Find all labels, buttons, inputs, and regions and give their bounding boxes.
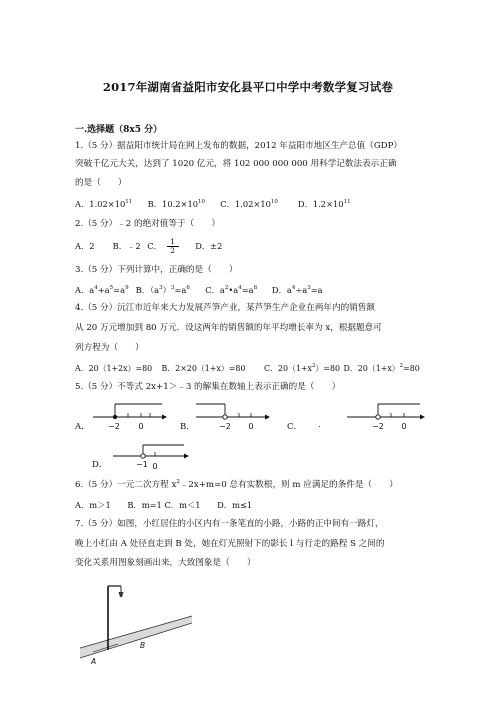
q1-option-b: B．$10.2\times 10^{10}$ [147, 199, 206, 209]
q3-line1: 3.（5 分）下列计算中，正确的是（ ） [75, 265, 238, 275]
q5-label-d: D． [92, 460, 108, 470]
q2-options [75, 238, 222, 255]
axis-arrow [162, 415, 167, 420]
q4-option-b: B．2×20（1+x）=80 [161, 364, 246, 373]
solid-point [113, 415, 117, 419]
hollow-point [141, 454, 145, 458]
q3-option-c: C．$a^2•a^4=a^8$ [205, 285, 258, 295]
lamp-bulb-icon [119, 592, 124, 597]
q7-street-lamp-figure [78, 578, 198, 666]
q3-option-d: D．$a^4\div a^3=a$ [271, 285, 323, 295]
hollow-point [376, 415, 380, 419]
point-b-label: B [140, 641, 146, 650]
q5-label-b: B． [180, 422, 195, 432]
q5-line1: 5.（5 分）不等式 2x+1＞﹣3 的解集在数轴上表示正确的是（ ） [75, 382, 341, 392]
q1-line1: 1.（5 分）据益阳市统计局在网上发布的数据，2012 年益阳市地区生产总值（GDP） [75, 141, 402, 151]
q3-options [75, 284, 323, 296]
q7-line3: 变化关系用图象刻画出来，大致图象是（ ） [75, 558, 256, 568]
q5-number-line-c [344, 398, 428, 434]
q4-line2: 从 20 万元增加到 80 万元．设这两年的销售额的年平均增长率为 x，根据题意可 [75, 323, 382, 333]
q1-options [75, 198, 351, 210]
q1-line2: 突破千亿元大关，达到了 1020 亿元，将 102 000 000 000 用科学记数法表示正确 [75, 159, 397, 169]
q2-fraction: $\frac{1}{2}$ [167, 238, 179, 255]
tick-label-0: 0 [138, 422, 144, 431]
q2-option-c: C． [147, 241, 162, 251]
tick-label-0: 0 [248, 422, 254, 431]
point-a-label: A [91, 657, 97, 666]
q5-number-line-b [193, 398, 273, 434]
q2-option-a: A．2 [75, 241, 95, 251]
q5-number-line-a [90, 398, 170, 434]
q4-line1: 4.（5 分）沅江市近年来大力发展芦笋产业，某芦笋生产企业在两年内的销售额 [75, 303, 375, 313]
tick-label-neg2: −2 [219, 422, 231, 431]
road [80, 616, 192, 658]
tick-label-neg2: −2 [108, 422, 120, 431]
q2-option-d: D．±2 [195, 241, 223, 251]
q5-number-line-d [110, 440, 192, 474]
tick-label-0: 0 [152, 462, 158, 471]
q1-line3: 的是（ ） [75, 178, 127, 188]
q3-option-a: A．$a^4+a^5=a^9$ [75, 285, 129, 295]
axis-arrow [420, 415, 425, 420]
q3-option-b: B．$(a^3)^3=a^6$ [135, 285, 190, 295]
q6-line1: 6.（5 分）一元二次方程 $x^2﹣2x+m=0$ 总有实数根，则 m 应满足的条件是（ ） [75, 479, 398, 490]
q5-c-dot: . [318, 420, 321, 430]
q4-options [75, 363, 420, 375]
axis-arrow [184, 454, 189, 459]
hollow-point [223, 415, 227, 419]
q4-option-a: A．20（1+2x）=80 [75, 364, 153, 373]
road-edge [80, 616, 192, 648]
tick-label-neg1: −1 [136, 460, 148, 469]
tick-label-neg2: −2 [372, 422, 384, 431]
axis-arrow [265, 415, 270, 420]
q4-option-d: D．$20(1+x)^2=80$ [343, 363, 420, 373]
q2-line1: 2.（5 分）﹣2 的绝对值等于（ ） [75, 219, 220, 229]
section-heading: 一.选择题（8x5 分） [75, 125, 163, 135]
q5-label-a: A． [75, 422, 90, 432]
exam-title: 2017年湖南省益阳市安化县平口中学中考数学复习试卷 [102, 80, 394, 94]
q4-option-c: C．$20(1+x^2)=80$ [264, 363, 341, 373]
q2-option-b: B．﹣2 [112, 241, 141, 251]
q1-option-d: D．$1.2\times 10^{11}$ [297, 199, 351, 209]
q6-options: A．m＞1 B．m=1 C．m＜1 D．m≤1 [75, 500, 253, 510]
road-edge [80, 623, 192, 658]
q5-label-c: C． [287, 422, 303, 432]
q1-option-c: C．$1.02\times 10^{10}$ [220, 199, 278, 209]
q7-line1: 7.（5 分）如图，小红居住的小区内有一条笔直的小路，小路的正中间有一路灯， [75, 519, 384, 529]
tick-label-0: 0 [401, 422, 407, 431]
q7-line2: 晚上小红由 A 处径直走到 B 处，她在灯光照射下的影长 l 与行走的路程 S 之间的 [75, 539, 385, 549]
q4-line3: 列方程为（ ） [75, 343, 144, 353]
q1-option-a: A．$1.02\times 10^{11}$ [75, 199, 133, 209]
